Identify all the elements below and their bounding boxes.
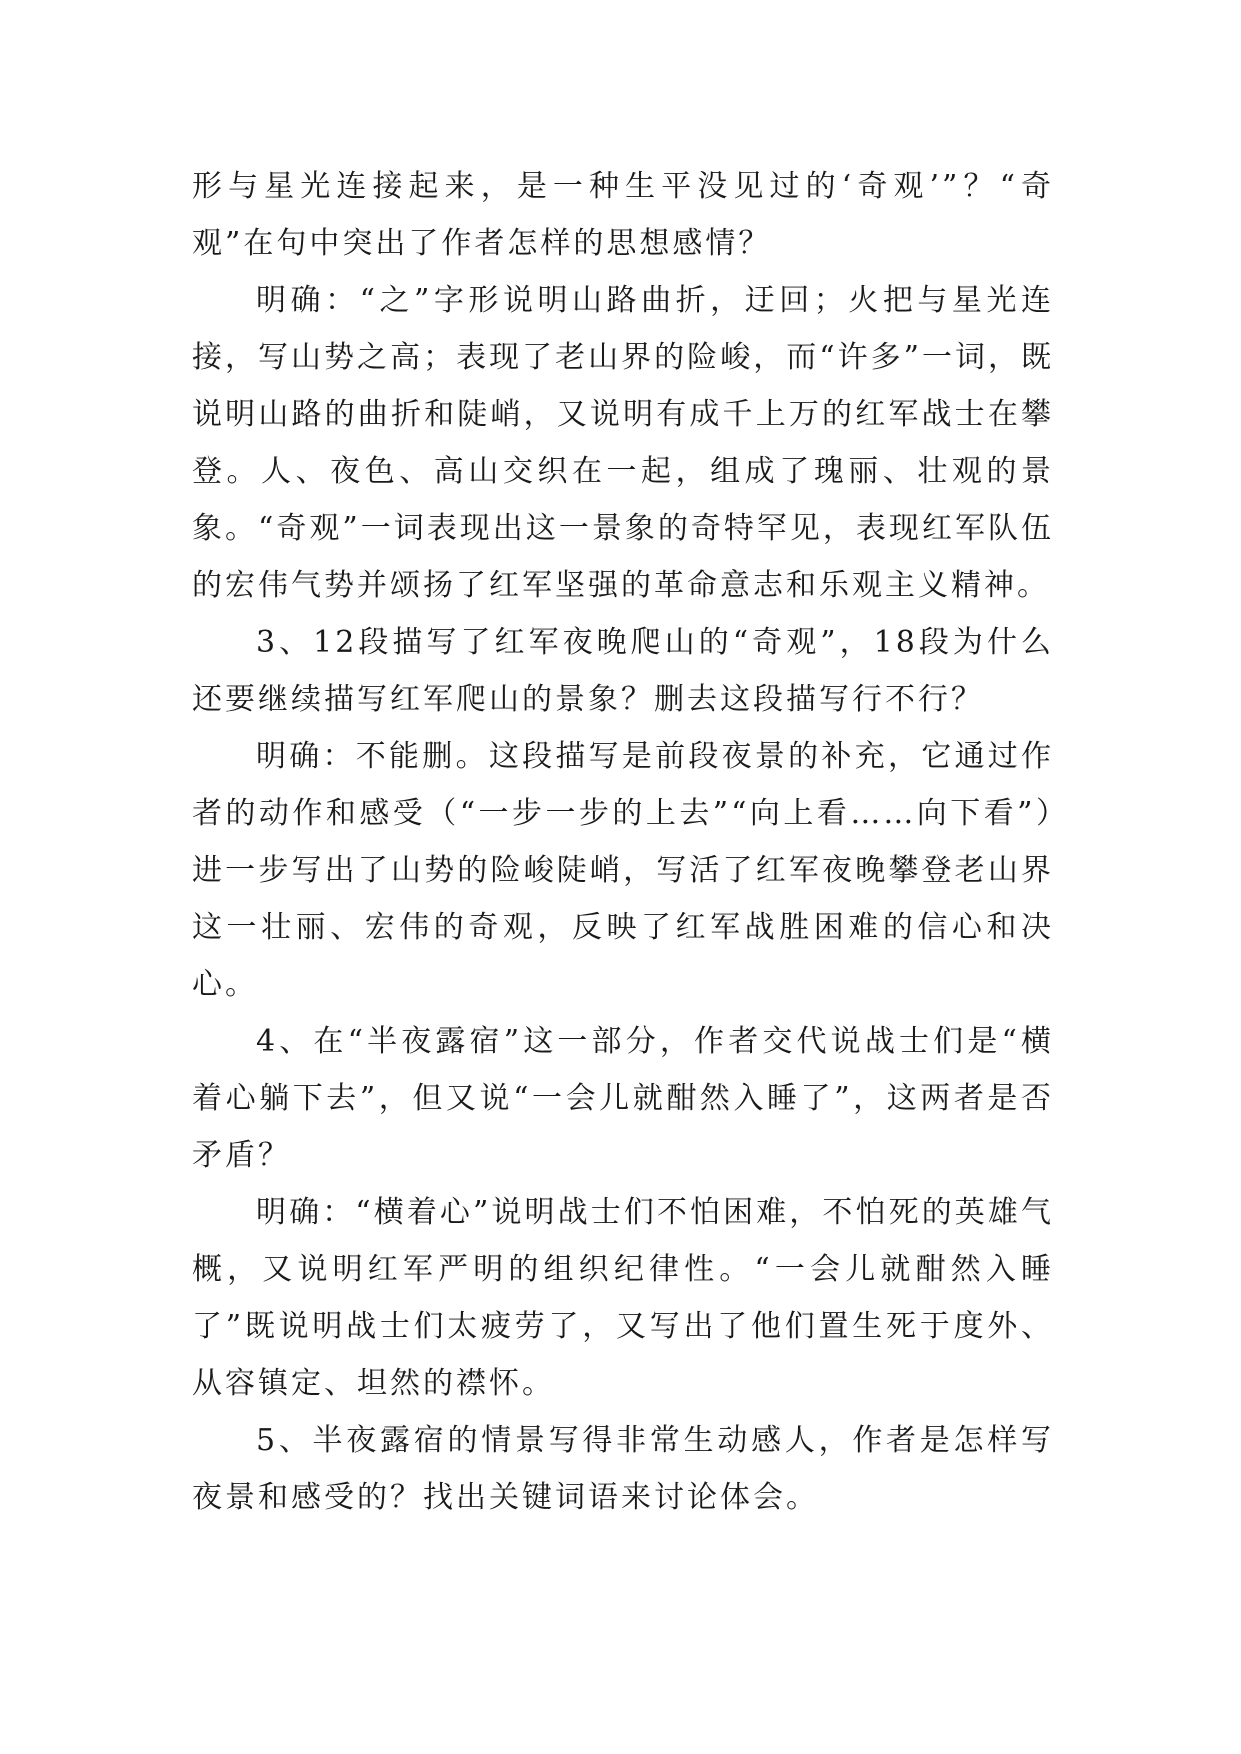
- document-body: [192, 158, 1054, 1526]
- paragraph-question-4: 4、在“半夜露宿”这一部分，作者交代说战士们是“横着心躺下去”，但又说“一会儿就酣然入睡了”，这两者是否矛盾？: [192, 1024, 1054, 1173]
- paragraph-question-3: 3、12段描写了红军夜晚爬山的“奇观”，18段为什么还要继续描写红军爬山的景象？删去这段描写行不行？: [192, 625, 1054, 717]
- paragraph-continuation: 形与星光连接起来，是一种生平没见过的‘奇观’”？“奇观”在句中突出了作者怎样的思想感情？: [192, 169, 1054, 261]
- paragraph-answer-3: 明确：不能删。这段描写是前段夜景的补充，它通过作者的动作和感受（“一步一步的上去”“向上看……向下看”）进一步写出了山势的险峻陡峭，写活了红军夜晚攀登老山界这一壮丽、宏伟的奇观，反映了红军战胜困难的信心和决心。: [192, 739, 1054, 1002]
- paragraph-question-5: 5、半夜露宿的情景写得非常生动感人，作者是怎样写夜景和感受的？找出关键词语来讨论体会。: [192, 1423, 1054, 1515]
- paragraph-answer-2: 明确：“之”字形说明山路曲折，迂回；火把与星光连接，写山势之高；表现了老山界的险峻，而“许多”一词，既说明山路的曲折和陡峭，又说明有成千上万的红军战士在攀登。人、夜色、高山交织在一起，组成了瑰丽、壮观的景象。“奇观”一词表现出这一景象的奇特罕见，表现红军队伍的宏伟气势并颂扬了红军坚强的革命意志和乐观主义精神。: [192, 283, 1054, 603]
- paragraph-answer-4: 明确：“横着心”说明战士们不怕困难，不怕死的英雄气概，又说明红军严明的组织纪律性。“一会儿就酣然入睡了”既说明战士们太疲劳了，又写出了他们置生死于度外、从容镇定、坦然的襟怀。: [192, 1195, 1054, 1401]
